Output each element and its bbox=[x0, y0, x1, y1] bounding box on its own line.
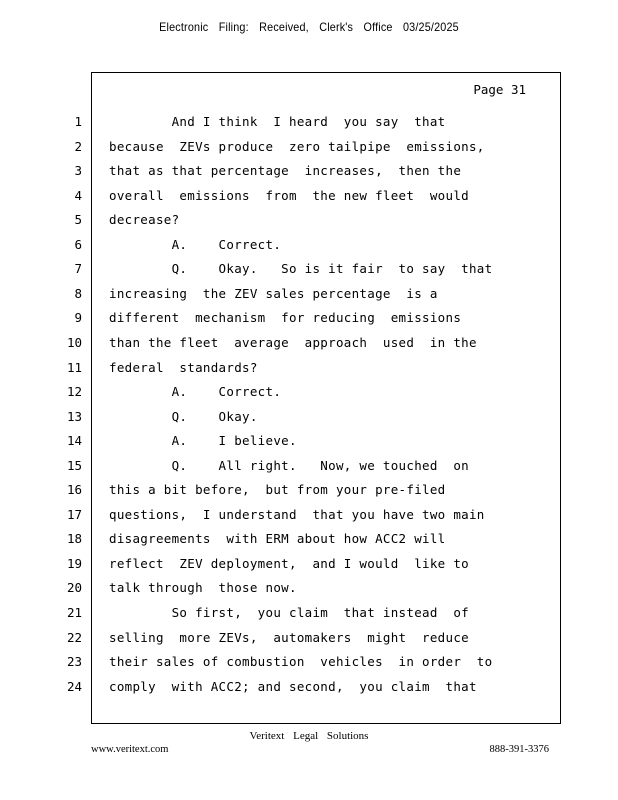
line-number: 15 bbox=[66, 457, 82, 473]
line-number: 21 bbox=[66, 605, 82, 620]
line-number: 19 bbox=[66, 555, 82, 571]
transcript-line-text: Q. All right. Now, we touched on bbox=[109, 457, 469, 473]
line-number: 7 bbox=[74, 261, 82, 277]
line-number: 1 bbox=[74, 114, 82, 129]
transcript-line-text: that as that percentage increases, then the bbox=[109, 163, 462, 179]
transcript-line-text: because ZEVs produce zero tailpipe emissions, bbox=[109, 138, 485, 154]
line-number: 2 bbox=[74, 138, 82, 154]
transcript-line-text: different mechanism for reducing emissions bbox=[109, 310, 462, 326]
transcript-line-text: So first, you claim that instead of bbox=[109, 605, 469, 620]
transcript-line-text: decrease? bbox=[109, 212, 180, 228]
transcript-line-text: A. Correct. bbox=[109, 384, 282, 400]
page-number: Page 31 bbox=[473, 82, 526, 97]
line-number: 13 bbox=[66, 408, 82, 424]
transcript-line-text: overall emissions from the new fleet would bbox=[109, 187, 469, 203]
footer-phone: 888-391-3376 bbox=[489, 744, 549, 755]
filing-stamp-header: Electronic Filing: Received, Clerk's Office 03/25/2025 bbox=[159, 20, 459, 34]
line-number: 11 bbox=[66, 359, 82, 375]
line-number: 18 bbox=[66, 531, 82, 547]
line-number: 12 bbox=[66, 384, 82, 400]
footer-company: Veritext Legal Solutions bbox=[249, 730, 369, 742]
line-number: 9 bbox=[74, 310, 82, 326]
line-number: 17 bbox=[66, 506, 82, 522]
transcript-line-text: A. Correct. bbox=[109, 236, 282, 252]
transcript-line-text: this a bit before, but from your pre-filed bbox=[109, 482, 446, 498]
transcript-line-text: reflect ZEV deployment, and I would like to bbox=[109, 555, 469, 571]
footer-website: www.veritext.com bbox=[91, 744, 169, 755]
line-number: 10 bbox=[66, 334, 82, 350]
line-number: 8 bbox=[74, 285, 82, 301]
line-number: 23 bbox=[66, 654, 82, 670]
transcript-line-text: questions, I understand that you have two main bbox=[109, 506, 485, 522]
transcript-line-text: talk through those now. bbox=[109, 580, 297, 596]
transcript-line-text: And I think I heard you say that bbox=[109, 114, 446, 129]
transcript-line-text: than the fleet average approach used in the bbox=[109, 334, 477, 350]
transcript-line-text: increasing the ZEV sales percentage is a bbox=[109, 285, 438, 301]
transcript-line-text: selling more ZEVs, automakers might reduce bbox=[109, 629, 469, 645]
transcript-line-text: disagreements with ERM about how ACC2 will bbox=[109, 531, 446, 547]
transcript-line-text: A. I believe. bbox=[109, 433, 297, 449]
line-number: 24 bbox=[66, 678, 82, 694]
line-number: 14 bbox=[66, 433, 82, 449]
line-number: 20 bbox=[66, 580, 82, 596]
transcript-line-text: comply with ACC2; and second, you claim that bbox=[109, 678, 477, 694]
line-number: 22 bbox=[66, 629, 82, 645]
line-number: 3 bbox=[74, 163, 82, 179]
transcript-line-text: their sales of combustion vehicles in order to bbox=[109, 654, 493, 670]
line-number: 16 bbox=[66, 482, 82, 498]
line-number: 4 bbox=[74, 187, 82, 203]
transcript-line-text: Q. Okay. bbox=[109, 408, 258, 424]
line-number: 6 bbox=[74, 236, 82, 252]
transcript-line-text: Q. Okay. So is it fair to say that bbox=[109, 261, 493, 277]
line-number: 5 bbox=[74, 212, 82, 228]
transcript-line-text: federal standards? bbox=[109, 359, 258, 375]
